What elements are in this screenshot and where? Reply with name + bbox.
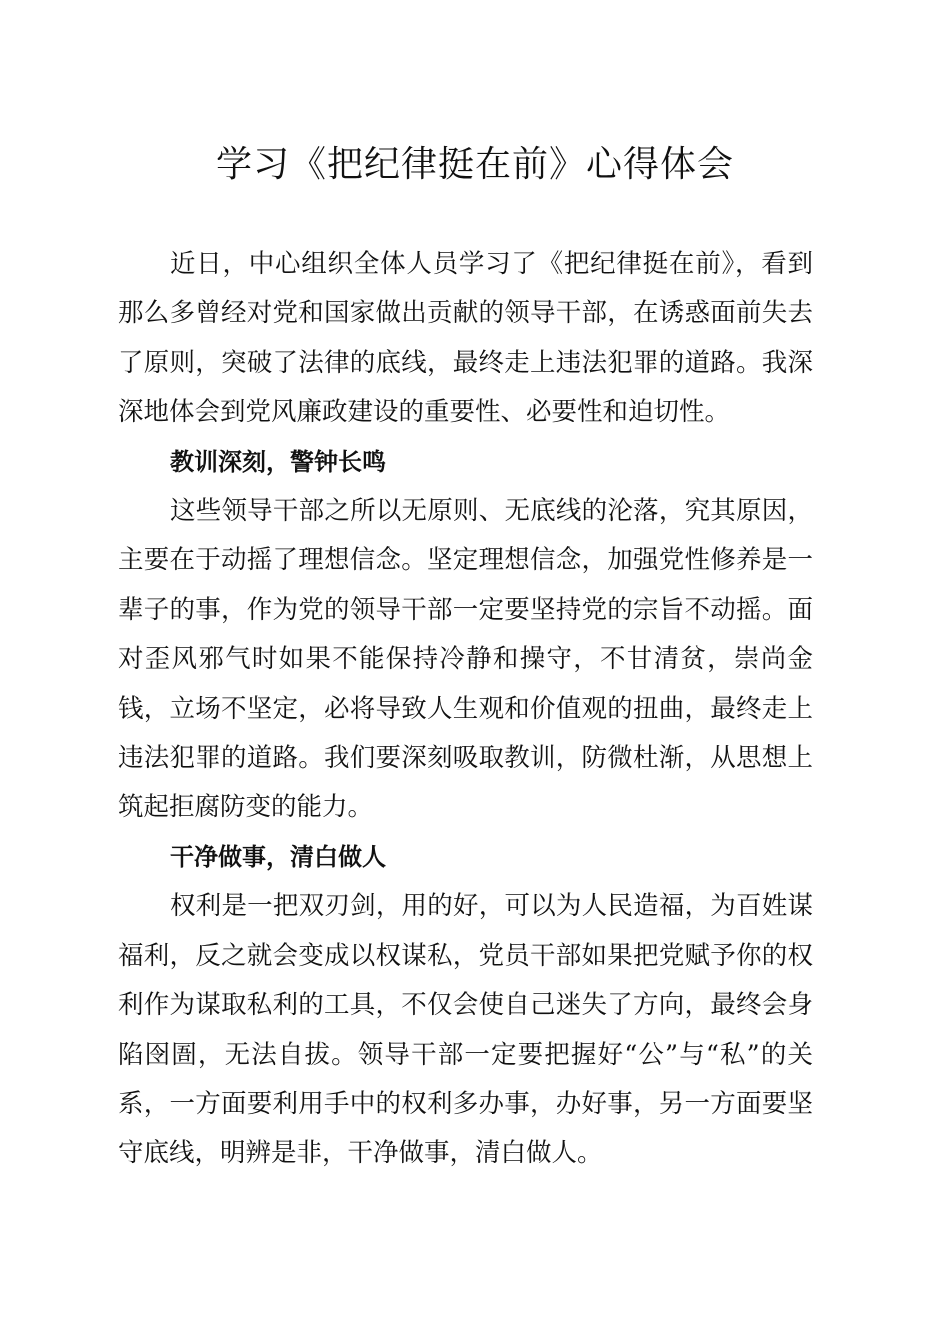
- section-heading-lessons: 教训深刻，警钟长鸣: [170, 447, 386, 476]
- section-heading-integrity: 干净做事，清白做人: [170, 842, 386, 871]
- integrity-paragraph: 权利是一把双刃剑，用的好，可以为人民造福，为百姓谋福利，反之就会变成以权谋私，党员干部如果把党赋予你的权利作为谋取私利的工具，不仅会使自己迷失了方向，最终会身陷囹圄，无法自拔。领导干部一定要把握好“公”与“私”的关系，一方面要利用手中的权利多办事，办好事，另一方面要坚守底线，明辨是非，干净做事，清白做人。: [118, 891, 813, 1169]
- lessons-paragraph: 这些领导干部之所以无原则、无底线的沦落，究其原因，主要在于动摇了理想信念。坚定理想信念，加强党性修养是一辈子的事，作为党的领导干部一定要坚持党的宗旨不动摇。面对歪风邪气时如果不能保持冷静和操守，不甘清贫，崇尚金钱，立场不坚定，必将导致人生观和价值观的扭曲，最终走上违法犯罪的道路。我们要深刻吸取教训，防微杜渐，从思想上筑起拒腐防变的能力。: [118, 496, 813, 823]
- document-title: 学习《把纪律挺在前》心得体会: [215, 144, 734, 185]
- document-body: [118, 240, 813, 1179]
- intro-paragraph: 近日，中心组织全体人员学习了《把纪律挺在前》，看到那么多曾经对党和国家做出贡献的领导干部，在诱惑面前失去了原则，突破了法律的底线，最终走上违法犯罪的道路。我深深地体会到党风廉政建设的重要性、必要性和迫切性。: [118, 249, 813, 428]
